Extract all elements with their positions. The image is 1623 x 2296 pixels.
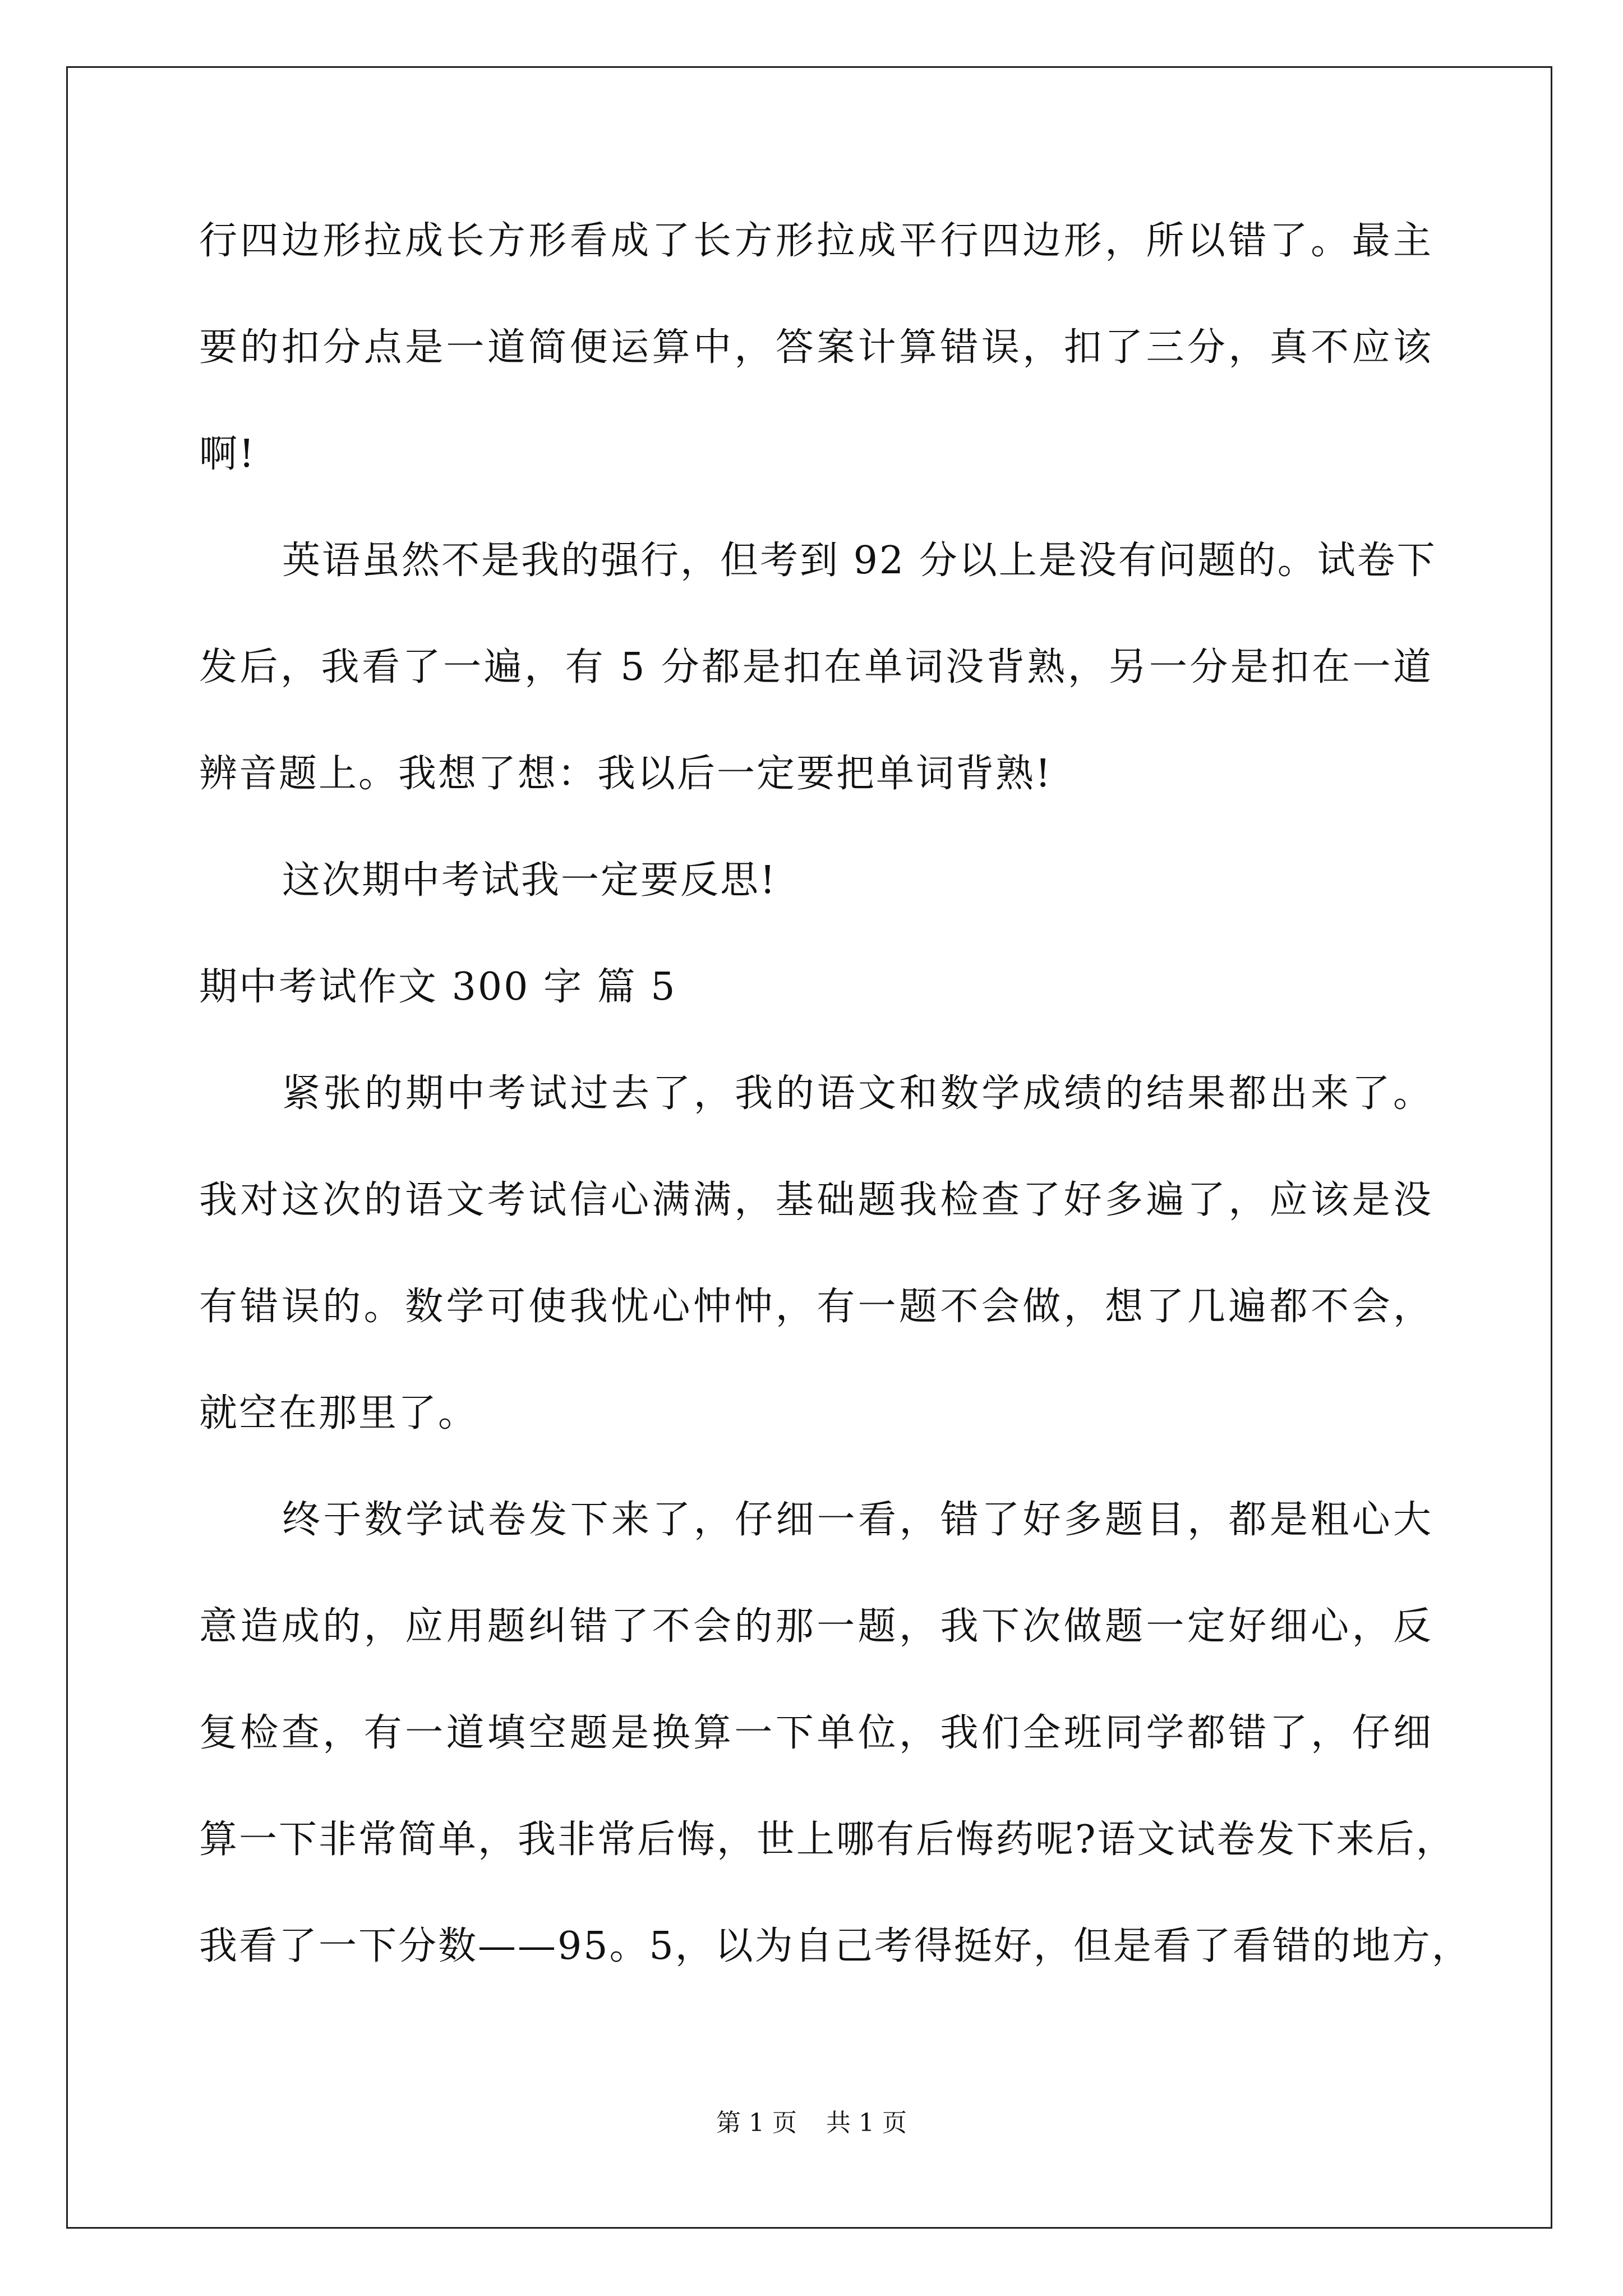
text-line: 啊! bbox=[199, 432, 256, 476]
text-line: 终于数学试卷发下来了，仔细一看，错了好多题目，都是粗心大 bbox=[282, 1498, 1433, 1542]
page-number-current: 第 1 页 bbox=[716, 2109, 797, 2137]
text-line: 有错误的。数学可使我忧心忡忡，有一题不会做，想了几遍都不会， bbox=[199, 1285, 1433, 1329]
text-line: 发后，我看了一遍，有 5 分都是扣在单词没背熟，另一分是扣在一道 bbox=[199, 645, 1433, 689]
text-line: 意造成的，应用题纠错了不会的那一题，我下次做题一定好细心，反 bbox=[199, 1604, 1433, 1649]
text-line: 复检查，有一道填空题是换算一下单位，我们全班同学都错了，仔细 bbox=[199, 1711, 1433, 1755]
page-footer bbox=[0, 2106, 1623, 2140]
text-line: 这次期中考试我一定要反思! bbox=[282, 858, 777, 903]
page-border bbox=[66, 66, 1552, 2229]
text-line: 行四边形拉成长方形看成了长方形拉成平行四边形，所以错了。最主 bbox=[199, 219, 1433, 263]
page-number-total: 共 1 页 bbox=[826, 2109, 907, 2137]
text-line: 紧张的期中考试过去了，我的语文和数学成绩的结果都出来了。 bbox=[282, 1071, 1433, 1116]
text-line: 算一下非常简单，我非常后悔，世上哪有后悔药呢?语文试卷发下来后， bbox=[199, 1818, 1456, 1862]
text-line: 我看了一下分数——95。5，以为自己考得挺好，但是看了看错的地方， bbox=[199, 1924, 1472, 1968]
text-line: 就空在那里了。 bbox=[199, 1391, 478, 1435]
text-line: 我对这次的语文考试信心满满，基础题我检查了好多遍了，应该是没 bbox=[199, 1178, 1433, 1222]
text-line: 辨音题上。我想了想：我以后一定要把单词背熟! bbox=[199, 752, 1053, 796]
text-line: 英语虽然不是我的强行，但考到 92 分以上是没有问题的。试卷下 bbox=[282, 539, 1437, 583]
text-line: 要的扣分点是一道简便运算中，答案计算错误，扣了三分，真不应该 bbox=[199, 325, 1433, 370]
section-heading: 期中考试作文 300 字 篇 5 bbox=[199, 965, 677, 1009]
